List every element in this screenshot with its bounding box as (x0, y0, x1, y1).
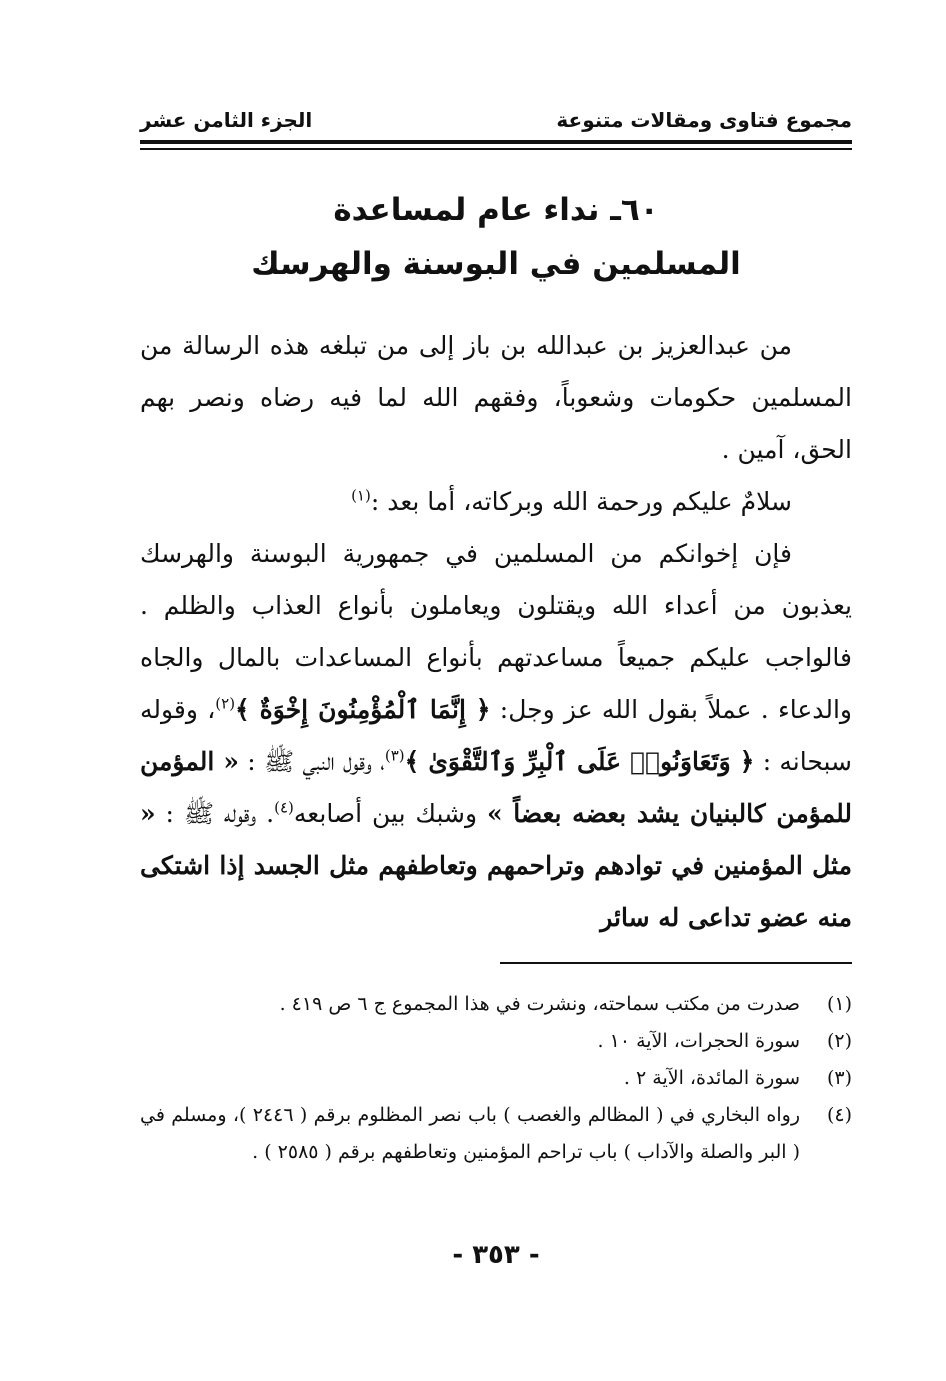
footnote-ref-4: (٤) (274, 798, 294, 817)
main-text-c: ، وقول النبي ﷺ : (239, 747, 385, 776)
footnote-ref-3: (٣) (384, 746, 405, 765)
paragraph-main (140, 528, 852, 944)
quran-verse-1: ﴿ إِنَّمَا ٱلْمُؤْمِنُونَ إِخْوَةٌ ﴾ (235, 695, 491, 724)
greeting-text: سلامٌ عليكم ورحمة الله وبركاته، أما بعد : (370, 487, 792, 516)
footnote-text: سورة الحجرات، الآية ١٠ . (597, 1030, 800, 1052)
footnote-item (140, 1060, 852, 1097)
hadith-1: « المؤمن للمؤمن كالبنيان يشد بعضه بعضاً » (140, 747, 853, 828)
paragraph-greeting (140, 476, 852, 528)
book-title: مجموع فتاوى ومقالات متنوعة (556, 108, 852, 132)
footnote-number: (٢) (826, 1030, 852, 1052)
article-title-line1: ٦٠ـ نداء عام لمساعدة (333, 192, 659, 228)
paragraph-salutation: من عبدالعزيز بن عبدالله بن باز إلى من تبلغه هذه الرسالة من المسلمين حكومات وشعوباً، وفقهم الله لما فيه رضاه ونصر بهم الحق، آمين . (140, 331, 852, 464)
quran-verse-2: ﴿ وَتَعَاوَنُوا۟ عَلَى ٱلْبِرِّ وَٱلتَّقْوَىٰ ﴾ (404, 747, 755, 776)
footnote-item (140, 1023, 852, 1060)
page-number: - ٣٥٣ - (452, 1240, 540, 1270)
footnote-number: (٣) (826, 1067, 852, 1089)
footnotes (140, 986, 852, 1171)
footnote-ref-1: (١) (351, 486, 371, 505)
footnote-number: (٤) (826, 1104, 852, 1126)
footnote-item (140, 1097, 852, 1171)
hadith-2: « مثل المؤمنين في توادهم وتراحمهم وتعاطفهم مثل الجسد إذا اشتكى منه عضو تداعى له سائر (140, 799, 852, 932)
main-text-e: . وقوله ﷺ : (155, 799, 275, 828)
footnote-text: سورة المائدة، الآية ٢ . (623, 1067, 800, 1089)
footnote-ref-2: (٢) (215, 694, 236, 713)
header-rule-thin (140, 148, 852, 150)
main-text-b: ، وقوله سبحانه : (140, 695, 852, 776)
running-header (140, 104, 852, 138)
footnote-text: صدرت من مكتب سماحته، ونشرت في هذا المجموع ج ٦ ص ٤١٩ . (279, 993, 800, 1015)
footnote-separator (500, 962, 852, 964)
article-title-line2: المسلمين في البوسنة والهرسك (251, 246, 741, 282)
footnote-text: رواه البخاري في ( المظالم والغصب ) باب نصر المظلوم برقم ( ٢٤٤٦ )، ومسلم في ( البر والصلة والآداب ) باب تراحم المؤمنين وتعاطفهم برقم ( ٢٥٨٥ ) . (140, 1104, 800, 1163)
footnote-number: (١) (826, 993, 852, 1015)
main-text-d: وشبك بين أصابعه (293, 799, 487, 828)
footnote-item (140, 986, 852, 1023)
volume-label: الجزء الثامن عشر (140, 108, 313, 132)
article-body (140, 320, 852, 944)
header-rule-thick (140, 140, 852, 144)
main-text-a: فإن إخوانكم من المسلمين في جمهورية البوسنة والهرسك يعذبون من أعداء الله ويقتلون ويعاملون بأنواع العذاب والظلم . فالواجب عليكم جميعاً مساعدتهم بأنواع المساعدات بالمال والجاه والدعاء . عملاً بقول الله عز وجل: (140, 539, 852, 724)
